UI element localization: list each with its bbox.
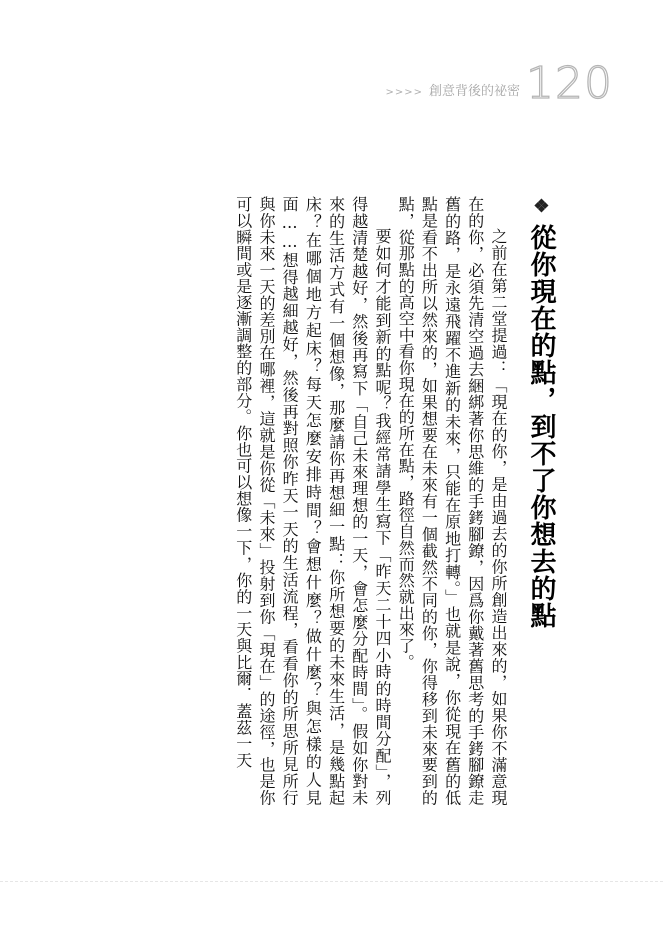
vertical-text-body (208, 196, 558, 806)
paragraph-1: 之前在第二堂提過：「現在的你，是由過去的你所創造出來的，如果你不滿意現在的你，必須先清空過去綑綁著你思維的手銬腳鐐，因爲你戴著舊思考的手銬腳鐐走舊的路，是永遠飛躍不進新的未來，只能在原地打轉。」也就是說，你從現在舊的低點是看不出所以然來的，如果想要在未來有一個截然不同的你，你得移到未來要到的點，從那點的高空中看你現在的所在點，路徑自然而然就出來了。 (396, 196, 508, 806)
section-heading-text: 從你現在的點，到不了你想去的點 (526, 224, 556, 629)
page-number: 120 (526, 58, 613, 109)
paragraph-2: 要如何才能到新的點呢？我經常請學生寫下「昨天二十四小時的時間分配」，列得越清楚越好，然後再寫下「自己未來理想的一天，會怎麼分配時間」。假如你對未來的生活方式有一個想像，那麼請你再想細一點：你所想要的未來生活，是幾點起床？在哪個地方起床？每天怎麼安排時間？會想什麼？做什麼？與怎樣的人見面……想得越細越好，然後再對照你昨天一天的生活流程，看看你的所思所見所行與你未來一天的差別在哪裡，這就是你從「未來」投射到你「現在」的途徑，也是你可以瞬間或是逐漸調整的部分。你也可以想像一下，你的一天與比爾．蓋茲一天 (233, 196, 392, 806)
bottom-divider (0, 881, 663, 882)
section-heading (524, 196, 558, 806)
running-header-book-title: 創意背後的祕密 (429, 84, 521, 99)
running-header-arrows: >>>> (385, 87, 423, 98)
diamond-bullet-icon: ❖ (531, 196, 552, 218)
running-header (385, 58, 613, 109)
